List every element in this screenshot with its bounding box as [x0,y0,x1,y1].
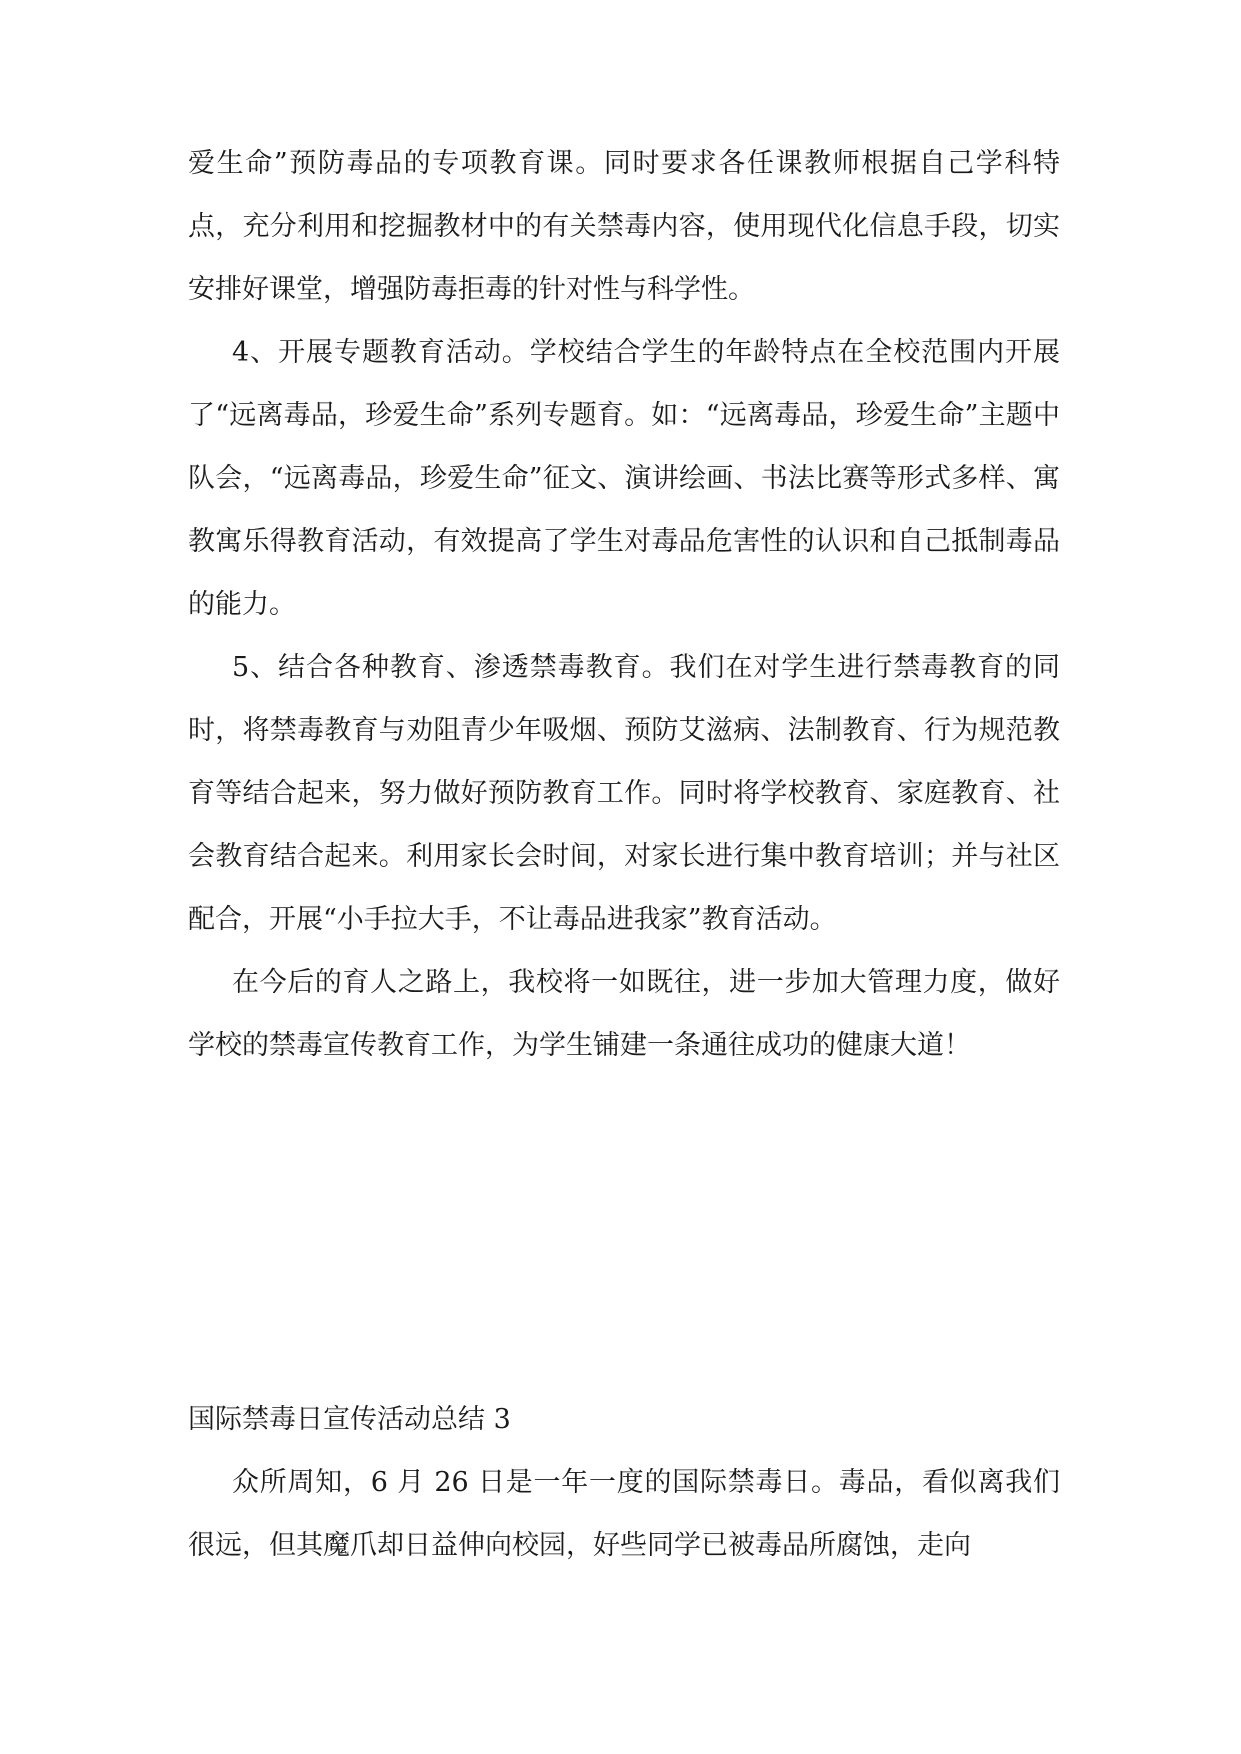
section-heading: 国际禁毒日宣传活动总结 3 [188,1404,511,1435]
paragraph-intro: 众所周知，6 月 26 日是一年一度的国际禁毒日。毒品，看似离我们很远，但其魔爪却日益伸向校园，好些同学已被毒品所腐蚀，走向 [188,1467,1060,1561]
paragraph-conclusion: 在今后的育人之路上，我校将一如既往，进一步加大管理力度，做好学校的禁毒宣传教育工作，为学生铺建一条通往成功的健康大道！ [188,967,1060,1061]
paragraph-item-5: 5、结合各种教育、渗透禁毒教育。我们在对学生进行禁毒教育的同时，将禁毒教育与劝阻青少年吸烟、预防艾滋病、法制教育、行为规范教育等结合起来，努力做好预防教育工作。同时将学校教育、家庭教育、社会教育结合起来。利用家长会时间，对家长进行集中教育培训；并与社区配合，开展“小手拉大手，不让毒品进我家”教育活动。 [188,652,1060,935]
paragraph-continuation: 爱生命”预防毒品的专项教育课。同时要求各任课教师根据自己学科特点，充分利用和挖掘教材中的有关禁毒内容，使用现代化信息手段，切实安排好课堂，增强防毒拒毒的针对性与科学性。 [188,148,1060,305]
body-text-upper [188,132,1060,1077]
paragraph-item-4: 4、开展专题教育活动。学校结合学生的年龄特点在全校范围内开展了“远离毒品，珍爱生命”系列专题育。如：“远离毒品，珍爱生命”主题中队会，“远离毒品，珍爱生命”征文、演讲绘画、书法比赛等形式多样、寓教寓乐得教育活动，有效提高了学生对毒品危害性的认识和自己抵制毒品的能力。 [188,337,1060,620]
body-text-lower [188,1451,1060,1577]
